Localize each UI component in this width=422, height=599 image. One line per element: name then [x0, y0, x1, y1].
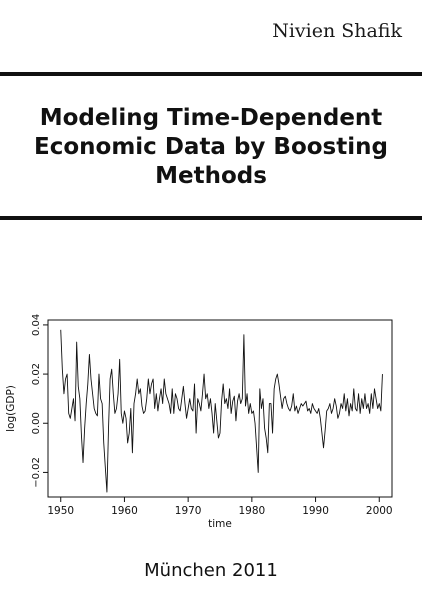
y-tick-label: 0.00: [31, 412, 42, 435]
y-tick-label: 0.04: [31, 313, 42, 337]
x-axis-label: time: [208, 518, 232, 530]
x-tick-label: 2000: [365, 505, 393, 517]
series-line: [61, 330, 383, 492]
place-and-year: München 2011: [144, 560, 278, 581]
x-tick-label: 1960: [111, 505, 138, 517]
bottom-rule: [0, 216, 422, 220]
x-tick-label: 1970: [174, 505, 202, 517]
top-rule: [0, 72, 422, 76]
y-tick-label: −0.02: [31, 457, 42, 488]
gdp-time-series-chart: [0, 305, 422, 530]
book-title: [0, 104, 422, 191]
author-name: Nivien Shafik: [272, 20, 402, 42]
y-tick-label: 0.02: [31, 362, 42, 386]
title-line: Economic Data by Boosting: [34, 134, 388, 160]
x-tick-label: 1980: [238, 505, 266, 517]
x-tick-label: 1990: [302, 505, 329, 517]
title-line: Modeling Time-Dependent: [39, 105, 383, 131]
title-line: Methods: [155, 163, 267, 189]
y-axis-label: log(GDP): [5, 385, 17, 432]
x-tick-label: 1950: [47, 505, 75, 517]
